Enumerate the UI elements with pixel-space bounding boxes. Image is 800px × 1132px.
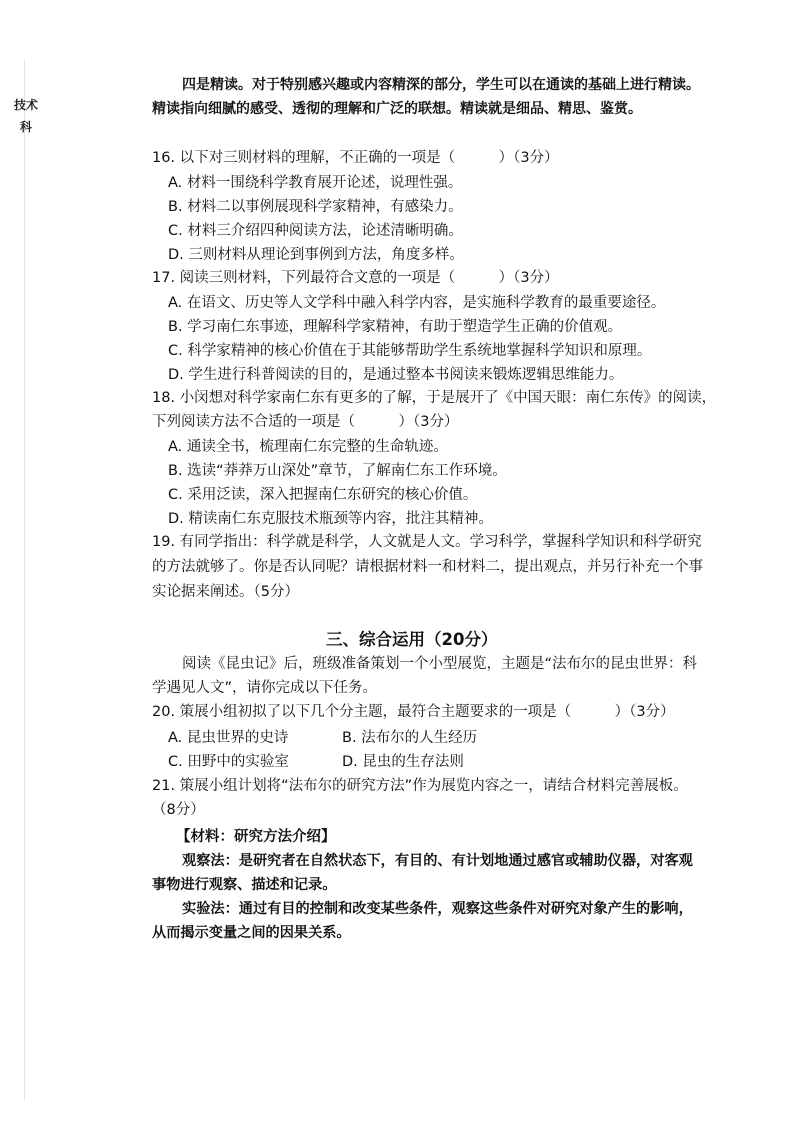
question-17-option-d: D. 学生进行科普阅读的目的，是通过整本书阅读来锻炼逻辑思维能力。 bbox=[168, 367, 624, 383]
question-16-option-d: D. 三则材料从理论到事例到方法，角度多样。 bbox=[168, 247, 464, 263]
observation-method-line-2: 事物进行观察、描述和记录。 bbox=[152, 877, 337, 893]
question-18-option-c: C. 采用泛读，深入把握南仁东研究的核心价值。 bbox=[168, 487, 478, 503]
question-18-option-b: B. 选读“莽莽万山深处”章节，了解南仁东工作环境。 bbox=[168, 463, 507, 479]
question-17-option-c: C. 科学家精神的核心价值在于其能够帮助学生系统地掌握科学知识和原理。 bbox=[168, 343, 652, 359]
observation-method-line-1: 观察法：是研究者在自然状态下，有目的、有计划地通过感官或辅助仪器，对客观 bbox=[182, 853, 693, 869]
question-16-stem: 16. 以下对三则材料的理解，不正确的一项是（ ）（3分） bbox=[152, 150, 559, 166]
question-19-line-3: 实论据来阐述。（5分） bbox=[152, 584, 299, 600]
margin-note bbox=[14, 94, 38, 138]
section-3-intro-line-2: 学遇见人文”，请你完成以下任务。 bbox=[152, 680, 378, 696]
margin-note-line-1: 技术 bbox=[14, 98, 39, 112]
question-17-option-a: A. 在语文、历史等人文学科中融入科学内容，是实施科学教育的最重要途径。 bbox=[168, 295, 666, 311]
question-18-stem-line-2: 下列阅读方法不合适的一项是（ ）（3分） bbox=[152, 414, 459, 430]
question-20-option-b: B. 法布尔的人生经历 bbox=[342, 730, 478, 746]
section-3-intro-line-1: 阅读《昆虫记》后，班级准备策划一个小型展览，主题是“法布尔的昆虫世界：科 bbox=[182, 656, 698, 672]
question-18-option-a: A. 通读全书，梳理南仁东完整的生命轨迹。 bbox=[168, 439, 448, 455]
section-3-title: 三、综合运用（20分） bbox=[326, 630, 498, 649]
question-16-option-a: A. 材料一围绕科学教育展开论述，说理性强。 bbox=[168, 175, 463, 191]
question-16-option-b: B. 材料二以事例展现科学家精神，有感染力。 bbox=[168, 199, 463, 215]
question-20-option-c: C. 田野中的实验室 bbox=[168, 754, 289, 770]
material-title: 【材料：研究方法介绍】 bbox=[176, 829, 336, 845]
question-20-stem: 20. 策展小组初拟了以下几个分主题，最符合主题要求的一项是（ ）（3分） bbox=[152, 704, 675, 720]
experiment-method-line-1: 实验法：通过有目的控制和改变某些条件，观察这些条件对研究对象产生的影响， bbox=[182, 901, 693, 917]
question-16-option-c: C. 材料三介绍四种阅读方法，论述清晰明确。 bbox=[168, 223, 463, 239]
page-edge-line bbox=[24, 60, 25, 1100]
question-20-option-d: D. 昆虫的生存法则 bbox=[342, 754, 464, 770]
question-17-stem: 17. 阅读三则材料，下列最符合文意的一项是（ ）（3分） bbox=[152, 270, 559, 286]
question-19-line-1: 19. 有同学指出：科学就是科学，人文就是人文。学习科学，掌握科学知识和科学研究 bbox=[152, 534, 702, 550]
intro-line-2: 精读指向细腻的感受、透彻的理解和广泛的联想。精读就是细品、精思、鉴赏。 bbox=[152, 101, 642, 117]
question-18-option-d: D. 精读南仁东克服技术瓶颈等内容，批注其精神。 bbox=[168, 511, 493, 527]
margin-note-line-2: 科 bbox=[20, 120, 33, 134]
question-17-option-b: B. 学习南仁东事迹，理解科学家精神，有助于塑造学生正确的价值观。 bbox=[168, 319, 623, 335]
question-21-stem-line-2: （8分） bbox=[152, 802, 205, 818]
question-18-stem-line-1: 18. 小闵想对科学家南仁东有更多的了解，于是展开了《中国天眼：南仁东传》的阅读， bbox=[152, 390, 717, 406]
intro-line-1: 四是精读。对于特别感兴趣或内容精深的部分，学生可以在通读的基础上进行精读。 bbox=[182, 77, 700, 93]
question-21-stem-line-1: 21. 策展小组计划将“法布尔的研究方法”作为展览内容之一，请结合材料完善展板。 bbox=[152, 778, 688, 794]
question-20-option-a: A. 昆虫世界的史诗 bbox=[168, 730, 289, 746]
experiment-method-line-2: 从而揭示变量之间的因果关系。 bbox=[152, 925, 351, 941]
question-19-line-2: 的方法就够了。你是否认同呢？请根据材料一和材料二，提出观点，并另行补充一个事 bbox=[152, 559, 703, 575]
